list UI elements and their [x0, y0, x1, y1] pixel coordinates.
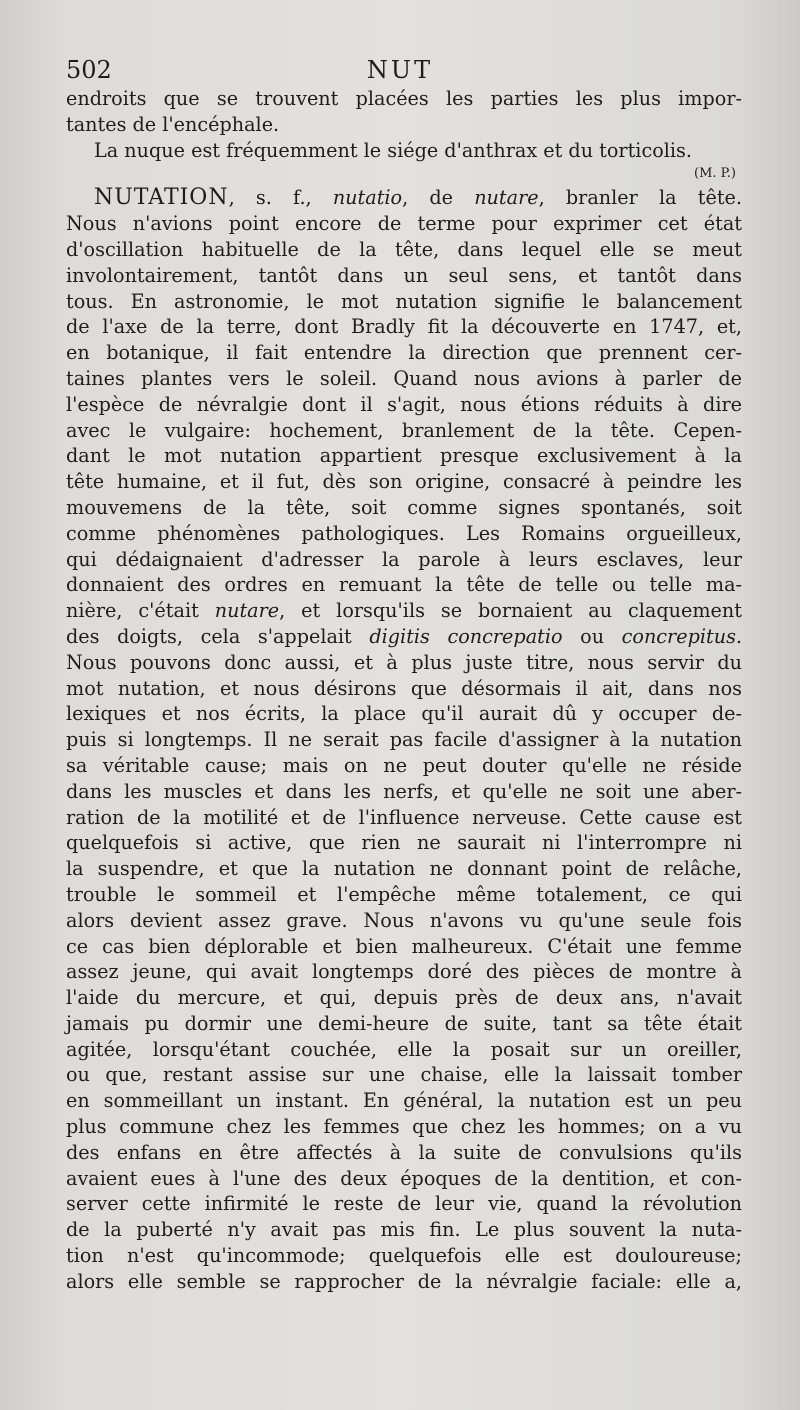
text-line: nière, c'était nutare, et lorsqu'ils se bornaient au claquement — [66, 599, 742, 623]
text-line: dans les muscles et dans les nerfs, et qu'elle ne soit une aber- — [66, 779, 742, 803]
text-line: en botanique, il fait entendre la direction que prennent cer- — [66, 341, 742, 365]
text-line: lexiques et nos écrits, la place qu'il aurait dû y occuper de- — [66, 702, 742, 726]
text-line: Nous pouvons donc aussi, et à plus juste titre, nous servir du — [66, 650, 742, 674]
text-line: l'espèce de névralgie dont il s'agit, nous étions réduits à dire — [66, 392, 742, 416]
text-line: agitée, lorsqu'étant couchée, elle la posait sur un oreiller, — [66, 1037, 742, 1061]
text-line: involontairement, tantôt dans un seul sens, et tantôt dans — [66, 263, 742, 287]
text-line: alors elle semble se rapprocher de la névralgie faciale: elle a, — [66, 1269, 742, 1293]
text-line: des doigts, cela s'appelait digitis concrepatio ou concrepitus. — [66, 624, 743, 648]
running-head: NUT — [366, 56, 434, 84]
text-line: endroits que se trouvent placées les parties les plus impor- — [66, 87, 742, 110]
text-line: alors devient assez grave. Nous n'avons vu qu'une seule fois — [66, 908, 742, 932]
text-line: donnaient des ordres en remuant la tête de telle ou telle ma- — [66, 573, 742, 597]
text-line: la suspendre, et que la nutation ne donnant point de relâche, — [66, 857, 742, 881]
text-line: ration de la motilité et de l'influence nerveuse. Cette cause est — [66, 805, 742, 829]
text-line: comme phénomènes pathologiques. Les Romains orgueilleux, — [66, 521, 742, 545]
text-line: d'oscillation habituelle de la tête, dans lequel elle se meut — [66, 237, 742, 261]
text-line: ou que, restant assise sur une chaise, elle la laissait tomber — [66, 1063, 742, 1087]
text-line: des enfans en être affectés à la suite de convulsions qu'ils — [66, 1140, 742, 1164]
text-line: avec le vulgaire: hochement, branlement de la tête. Cepen- — [66, 418, 742, 442]
body-text — [66, 86, 742, 1295]
text-line: Nous n'avions point encore de terme pour exprimer cet état — [66, 212, 742, 236]
text-line: mouvemens de la tête, soit comme signes spontanés, soit — [66, 495, 742, 519]
latin-term: nutare — [474, 186, 539, 210]
text-line: tous. En astronomie, le mot nutation signifie le balancement — [66, 289, 742, 313]
text-line: tantes de l'encéphale. — [66, 112, 280, 136]
text-line: jamais pu dormir une demi-heure de suite, tant sa tête était — [66, 1011, 742, 1035]
text-line: mot nutation, et nous désirons que désormais il ait, dans nos — [66, 676, 742, 700]
headword-nutation: NUTATION — [94, 185, 229, 211]
entry-first-line: NUTATION, s. f., nutatio, de nutare, branler la tête. — [94, 185, 742, 211]
text-line: l'aide du mercure, et qui, depuis près de deux ans, n'avait — [66, 986, 742, 1010]
text-line: tête humaine, et il fut, dès son origine, consacré à peindre les — [66, 470, 742, 494]
text-line: ce cas bien déplorable et bien malheureux. C'était une femme — [66, 934, 742, 958]
paragraph-nuque: La nuque est fréquemment le siége d'anthrax et du torticolis. — [94, 138, 692, 162]
latin-term: nutatio — [332, 186, 403, 210]
text-line: tion n'est qu'incommode; quelquefois elle est douloureuse; — [66, 1244, 742, 1268]
text-line: sa véritable cause; mais on ne peut douter qu'elle ne réside — [66, 753, 742, 777]
latin-term: nutare — [214, 599, 280, 623]
page-number: 502 — [66, 56, 112, 84]
latin-term: concrepitus. — [621, 624, 743, 648]
text-line: trouble le sommeil et l'empêche même totalement, ce qui — [66, 882, 742, 906]
text-line: en sommeillant un instant. En général, la nutation est un peu — [66, 1089, 742, 1113]
text-line: dant le mot nutation appartient presque exclusivement à la — [66, 444, 742, 468]
text-line: plus commune chez les femmes que chez les hommes; on a vu — [66, 1115, 742, 1139]
page-header — [66, 52, 734, 88]
text-line: de la puberté n'y avait pas mis fin. Le plus souvent la nuta- — [66, 1218, 742, 1242]
text-line: qui dédaignaient d'adresser la parole à leurs esclaves, leur — [66, 547, 742, 571]
author-signature: (M. P.) — [694, 166, 736, 182]
text-line: puis si longtemps. Il ne serait pas facile d'assigner à la nutation — [66, 728, 742, 752]
text-line: server cette infirmité le reste de leur vie, quand la révolution — [66, 1192, 742, 1216]
text-line: taines plantes vers le soleil. Quand nous avions à parler de — [66, 366, 742, 390]
text-line: assez jeune, qui avait longtemps doré des pièces de montre à — [66, 960, 742, 984]
text-line: quelquefois si active, que rien ne saurait ni l'interrompre ni — [66, 831, 742, 855]
text-line: de l'axe de la terre, dont Bradly fit la découverte en 1747, et, — [66, 315, 742, 339]
latin-term: digitis concrepatio — [369, 624, 563, 648]
text-line: avaient eues à l'une des deux époques de la dentition, et con- — [66, 1166, 742, 1190]
